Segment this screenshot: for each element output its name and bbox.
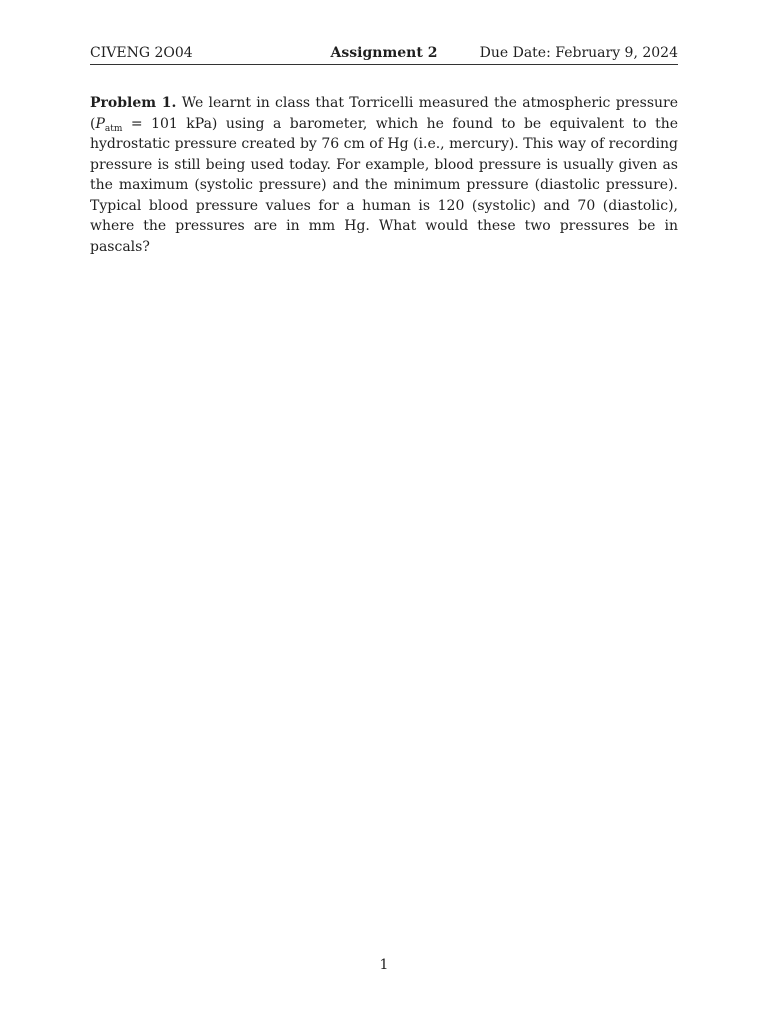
course-code: CIVENG 2O04	[90, 45, 193, 61]
due-date: Due Date: February 9, 2024	[479, 45, 678, 61]
page-number: 1	[379, 957, 389, 973]
math-equals: =	[122, 115, 143, 132]
assignment-title: Assignment 2	[330, 45, 438, 61]
problem-label: Problem 1.	[90, 95, 177, 111]
running-header	[90, 44, 678, 65]
problem-text-body: 101 kPa) using a barometer, which he found to be equivalent to the hydrostatic pressure created by 76 cm of Hg (i.e., mercury). This way of recording pressure is still being used today. For example, blood pressure is usually given as the maximum (systolic pressure) and the minimum pressure (diastolic pressure). Typical blood pressure values for a human is 120 (systolic) and 70 (diastolic), where the pressures are in mm Hg. What would these two pressures be in pascals?	[90, 115, 678, 255]
math-symbol-p: P	[95, 115, 105, 132]
math-subscript-atm: atm	[104, 123, 123, 134]
problem-1	[90, 93, 678, 257]
problem-text-intro: We learnt in class that Torricelli measured the atmospheric pressure (	[90, 95, 678, 132]
